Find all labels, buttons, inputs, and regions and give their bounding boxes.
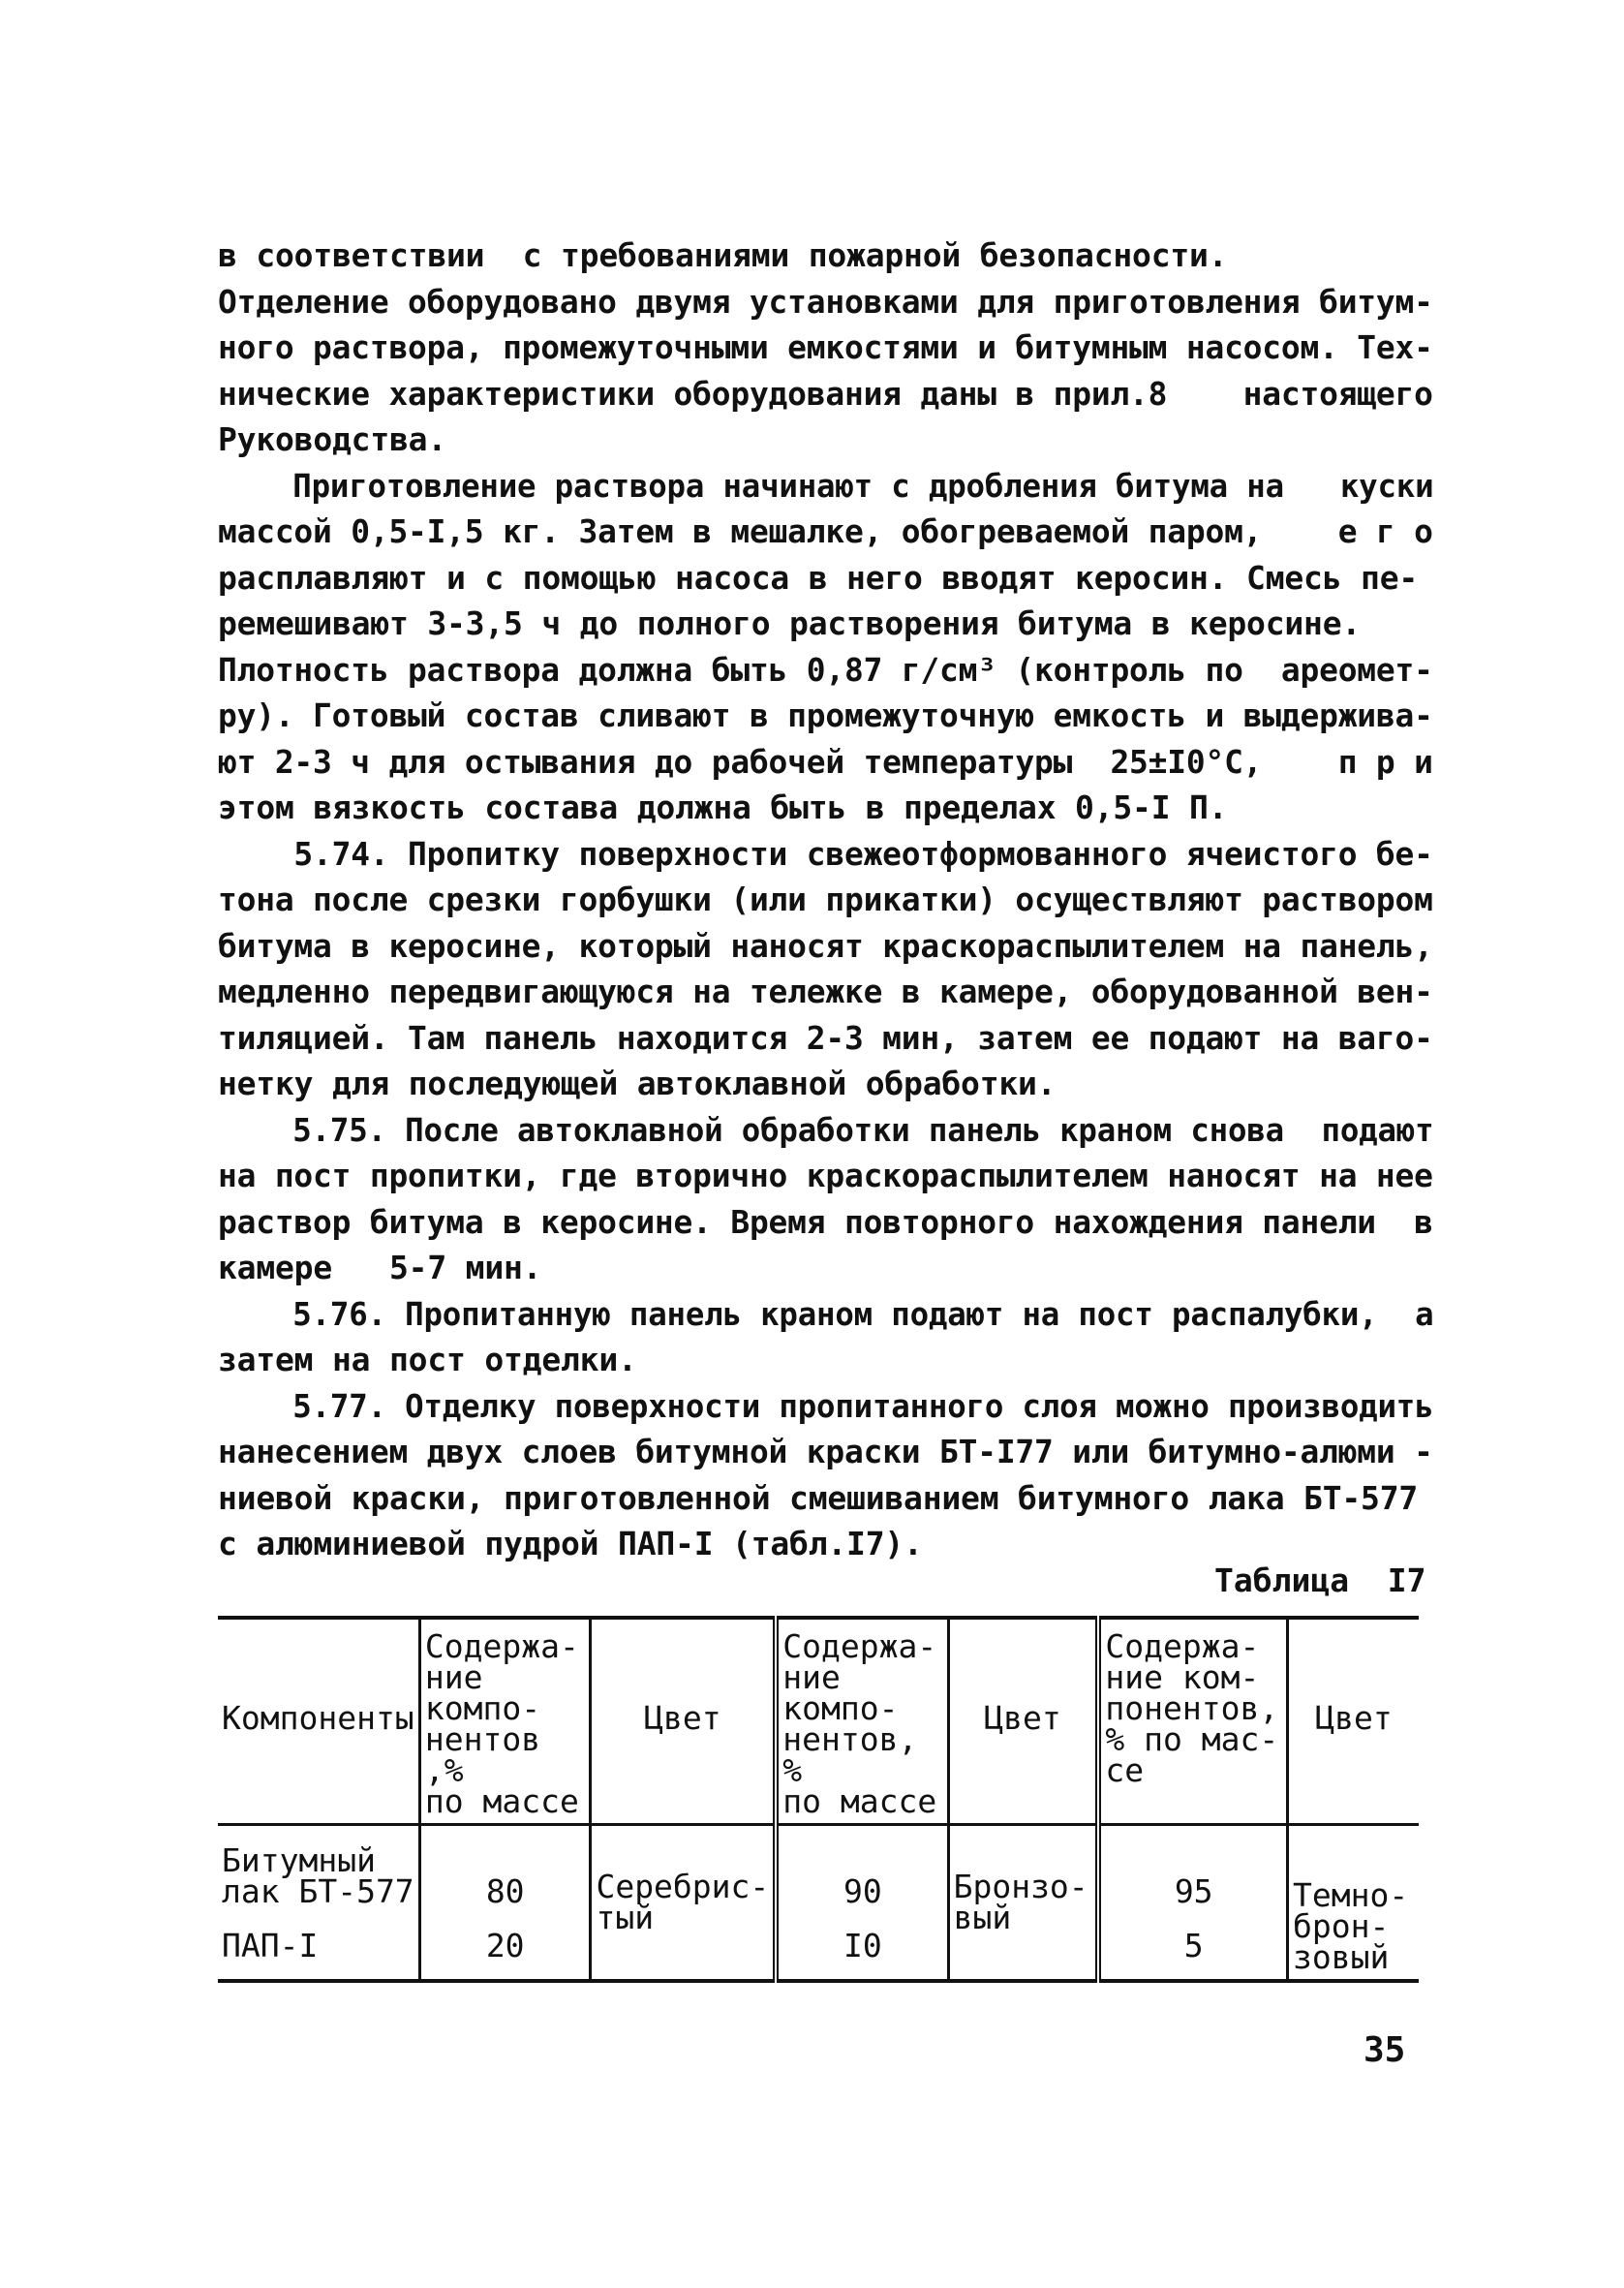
text-line: на пост пропитки, где вторично краскораспылителем наносят на нее bbox=[218, 1157, 1433, 1194]
color-bronze: Бронзо- вый bbox=[948, 1825, 1098, 1982]
row-mass-1: 80 bbox=[419, 1825, 591, 1914]
text-line: ремешивают 3-3,5 ч до полного растворения битума в керосине. bbox=[218, 604, 1362, 642]
text-line: 5.76. Пропитанную панель краном подают на пост распалубки, а bbox=[218, 1294, 1434, 1333]
text-line: Отделение оборудовано двумя установками для приготовления битум- bbox=[218, 282, 1433, 321]
header-components: Компоненты bbox=[222, 1699, 414, 1737]
row-mass-2: 90 bbox=[776, 1825, 948, 1914]
page-number: 35 bbox=[1364, 2030, 1406, 2070]
table-row bbox=[218, 1825, 1419, 1914]
row-mass-2: I0 bbox=[776, 1913, 948, 1981]
text-line: ют 2-3 ч для остывания до рабочей температуры 25±I0°С, п р и bbox=[218, 742, 1433, 781]
text-line: 5.74. Пропитку поверхности свежеотформованного ячеистого бе- bbox=[218, 834, 1433, 873]
text-line: тиляцией. Там панель находится 2-3 мин, затем ее подают на ваго- bbox=[218, 1018, 1433, 1057]
text-line: 5.75. После автоклавной обработки панель краном снова подают bbox=[218, 1110, 1434, 1149]
color-dark-bronze: Темно- брон- зовый bbox=[1287, 1825, 1419, 1982]
table-caption: Таблица I7 bbox=[1214, 1561, 1426, 1599]
row-mass-1: 20 bbox=[419, 1913, 591, 1981]
text-line: нетку для последующей автоклавной обработки. bbox=[218, 1065, 1057, 1102]
row-mass-3: 95 bbox=[1098, 1825, 1287, 1914]
header-content-2: Содержа- ние компо- нентов, % по массе bbox=[776, 1618, 948, 1825]
row-component: Битумный лак БТ-577 bbox=[222, 1841, 414, 1910]
table-row bbox=[218, 1913, 1419, 1981]
text-line: массой 0,5-I,5 кг. Затем в мешалке, обогреваемой паром, е г о bbox=[218, 512, 1433, 550]
text-line: этом вязкость состава должна быть в пределах 0,5-I П. bbox=[218, 788, 1228, 826]
text-line: Руководства. bbox=[218, 420, 447, 458]
text-line: нические характеристики оборудования даны в прил.8 настоящего bbox=[218, 374, 1433, 413]
color-silver: Серебрис- тый bbox=[591, 1825, 776, 1982]
text-line: камере 5-7 мин. bbox=[218, 1249, 542, 1286]
header-content-3: Содержа- ние ком- понентов, % по мас- се bbox=[1098, 1618, 1287, 1825]
text-line: с алюминиевой пудрой ПАП-I (табл.I7). bbox=[218, 1525, 923, 1562]
text-line: Приготовление раствора начинают с дробления битума на куски bbox=[218, 466, 1434, 505]
text-line: в соответствии с требованиями пожарной безопасности. bbox=[218, 236, 1228, 274]
composition-table bbox=[218, 1616, 1419, 1983]
row-mass-3: 5 bbox=[1098, 1913, 1287, 1981]
text-line: раствор битума в керосине. Время повторного нахождения панели в bbox=[218, 1202, 1433, 1241]
header-color-2: Цвет bbox=[948, 1618, 1098, 1825]
text-line: нанесением двух слоев битумной краски БТ-I77 или битумно-алюми - bbox=[218, 1433, 1433, 1470]
text-line: ного раствора, промежуточными емкостями и битумным насосом. Тех- bbox=[218, 328, 1433, 366]
body-text bbox=[218, 232, 1433, 1567]
text-line: Плотность раствора должна быть 0,87 г/см³ (контроль по ареомет- bbox=[218, 650, 1433, 689]
header-color-3: Цвет bbox=[1287, 1618, 1419, 1825]
text-line: тона после срезки горбушки (или прикатки) осуществляют раствором bbox=[218, 881, 1433, 918]
header-content-1: Содержа- ние компо- нентов ,% по массе bbox=[419, 1618, 591, 1825]
text-line: битума в керосине, который наносят краскораспылителем на панель, bbox=[218, 926, 1433, 965]
text-line: 5.77. Отделку поверхности пропитанного слоя можно производить bbox=[218, 1386, 1434, 1425]
text-line: расплавляют и с помощью насоса в него вводят керосин. Смесь пе- bbox=[218, 558, 1419, 597]
text-line: медленно передвигающуюся на тележке в камере, оборудованной вен- bbox=[218, 973, 1433, 1010]
row-component: ПАП-I bbox=[222, 1927, 319, 1964]
text-line: ниевой краски, приготовленной смешиванием битумного лака БТ-577 bbox=[218, 1478, 1419, 1517]
table-header-row bbox=[218, 1618, 1419, 1825]
text-line: ру). Готовый состав сливают в промежуточную емкость и выдержива- bbox=[218, 696, 1433, 734]
text-line: затем на пост отделки. bbox=[218, 1341, 637, 1378]
header-color-1: Цвет bbox=[591, 1618, 776, 1825]
